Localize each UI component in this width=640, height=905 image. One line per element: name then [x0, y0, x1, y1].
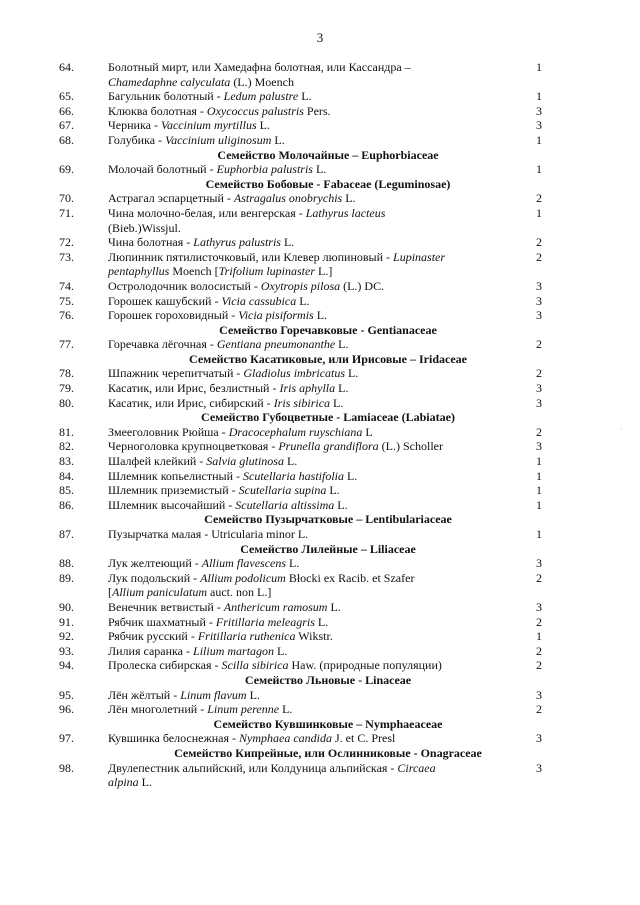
name-text: (L.) DC.: [340, 278, 385, 293]
latin-name: Fritillaria ruthenica: [197, 629, 296, 644]
name-text: Кувшинка белоснежная -: [108, 731, 240, 746]
entry-number: 88.: [59, 556, 74, 571]
family-heading: Семейство Пузырчатковые – Lentibulariaceae: [204, 512, 452, 527]
entry-number: 73.: [59, 249, 74, 264]
species-name: [108, 761, 448, 790]
latin-name: Lathyrus lacteus: [305, 205, 386, 220]
name-text: Чина болотная -: [108, 235, 194, 250]
family-heading: Семейство Молочайные – Euphorbiaceae: [217, 147, 439, 162]
status-category: 3: [536, 308, 542, 323]
species-name: [108, 118, 448, 133]
name-text: L.: [334, 497, 348, 512]
name-text: Люпинник пятилисточковый, или Клевер люпиновый -: [108, 249, 394, 264]
status-category: 1: [536, 60, 542, 74]
name-text: L.: [283, 454, 298, 469]
species-name: [108, 425, 448, 440]
name-text: Лук подольский -: [108, 570, 201, 585]
name-text: Горошек гороховидный -: [108, 308, 239, 323]
species-entry: [0, 469, 640, 484]
name-text: Черника -: [108, 118, 161, 133]
status-category: 3: [536, 599, 542, 614]
entry-number: 68.: [59, 132, 74, 147]
latin-name: Gentiana pneumonanthe: [216, 337, 336, 352]
name-text: (Bieb.)Wissjul.: [108, 220, 181, 235]
latin-name: Salvia glutinosa: [206, 454, 284, 469]
latin-name: Chamedaphne calyculata: [108, 74, 231, 89]
entry-number: 95.: [59, 687, 74, 702]
entry-number: 96.: [59, 702, 74, 717]
species-entry: [0, 498, 640, 513]
name-text: L.: [335, 337, 349, 352]
name-text: Багульник болотный -: [108, 89, 224, 104]
status-category: 2: [536, 570, 542, 585]
species-name: [108, 615, 448, 630]
species-entry: [0, 118, 640, 133]
species-name: [108, 454, 448, 469]
status-category: 1: [536, 162, 542, 177]
name-text: Moench [: [169, 264, 219, 279]
name-text: Черноголовка крупноцветковая -: [108, 439, 279, 454]
species-name: [108, 571, 448, 600]
status-category: 3: [536, 760, 542, 775]
entry-number: 85.: [59, 483, 74, 498]
species-entry: [0, 366, 640, 381]
entry-number: 65.: [59, 89, 74, 104]
status-category: 1: [536, 629, 542, 644]
name-text: Haw. (природные популяции): [288, 658, 442, 673]
name-text: Рябчик русский -: [108, 629, 198, 644]
name-text: L.: [298, 89, 312, 104]
entry-number: 92.: [59, 629, 74, 644]
status-category: 2: [536, 614, 542, 629]
entry-number: 89.: [59, 570, 74, 585]
page-number: 3: [316, 30, 324, 45]
latin-name: Nymphaea candida: [239, 731, 332, 746]
name-text: Остролодочник волосистый -: [108, 278, 261, 293]
entry-number: 84.: [59, 468, 74, 483]
species-entry: [0, 571, 640, 600]
family-heading: Семейство Касатиковые, или Ирисовые – Iridaceae: [189, 351, 467, 366]
entry-number: 93.: [59, 643, 74, 658]
name-text: Горошек кашубский -: [108, 293, 222, 308]
name-text: Шалфей клейкий -: [108, 454, 207, 469]
species-entry: [0, 294, 640, 309]
latin-name: Iris aphylla: [279, 381, 336, 396]
name-text: L.: [314, 614, 329, 629]
status-category: 3: [536, 395, 542, 410]
name-text: (L.) Scholler: [378, 439, 443, 454]
name-text: Змееголовник Рюйша -: [108, 424, 229, 439]
species-entry: [0, 337, 640, 352]
name-text: Рябчик шахматный -: [108, 614, 216, 629]
name-text: Болотный мирт, или Хамедафна болотная, или Кассандра –: [108, 60, 411, 74]
name-text: L.: [280, 235, 295, 250]
latin-name: Vaccinium myrtillus: [160, 118, 257, 133]
name-text: Клюква болотная -: [108, 103, 207, 118]
species-name: [108, 366, 448, 381]
species-entry: [0, 250, 640, 279]
entry-number: 82.: [59, 439, 74, 454]
entry-number: 81.: [59, 424, 74, 439]
latin-name: Lupinaster pentaphyllus: [108, 249, 446, 279]
species-entry: [0, 527, 640, 542]
family-heading: Семейство Горечавковые - Gentianaceae: [219, 322, 437, 337]
species-name: [108, 279, 448, 294]
name-text: Лук желтеющий -: [108, 556, 202, 571]
family-heading: Семейство Кувшинковые – Nymphaeaceae: [213, 716, 443, 731]
entry-number: 83.: [59, 454, 74, 469]
species-entry: [0, 381, 640, 396]
entry-number: 71.: [59, 205, 74, 220]
status-category: 1: [536, 483, 542, 498]
latin-name: Lathyrus palustris: [193, 235, 281, 250]
name-text: Лён жёлтый -: [108, 687, 181, 702]
entry-number: 69.: [59, 162, 74, 177]
name-text: Пузырчатка малая - Utricularia minor L.: [108, 527, 309, 541]
entry-number: 94.: [59, 658, 74, 673]
latin-name: Oxytropis pilosa: [260, 278, 341, 293]
name-text: Касатик, или Ирис, безлистный -: [108, 381, 280, 396]
species-entry: [0, 702, 640, 717]
status-category: 2: [536, 658, 542, 673]
family-heading: Семейство Губоцветные - Lamiaceae (Labiatae): [201, 410, 455, 425]
species-name: [108, 439, 448, 454]
species-entry: [0, 454, 640, 469]
latin-name: Dracocephalum ruyschiana: [228, 424, 363, 439]
latin-name: Gladiolus imbricatus: [243, 366, 346, 381]
species-list: [0, 60, 640, 790]
name-text: Шпажник черепитчатый -: [108, 366, 244, 381]
species-name: [108, 206, 448, 235]
species-name: [108, 702, 448, 717]
latin-name: Oxycoccus palustris: [206, 103, 304, 118]
name-text: Лён многолетний -: [108, 702, 208, 717]
entry-number: 75.: [59, 293, 74, 308]
name-text: Голубика -: [108, 132, 166, 147]
latin-name: Linum perenne: [207, 702, 280, 717]
entry-number: 78.: [59, 366, 74, 381]
scan-speck: ·: [620, 425, 623, 434]
status-category: 1: [536, 468, 542, 483]
entry-number: 98.: [59, 760, 74, 775]
name-text: L.: [271, 132, 285, 147]
status-category: 2: [536, 424, 542, 439]
name-text: J. et C. Presl: [332, 731, 396, 746]
species-name: [108, 235, 448, 250]
species-name: [108, 629, 448, 644]
species-name: [108, 644, 448, 659]
status-category: 3: [536, 293, 542, 308]
name-text: Молочай болотный -: [108, 162, 217, 177]
species-name: [108, 483, 448, 498]
entry-number: 76.: [59, 308, 74, 323]
entry-number: 97.: [59, 731, 74, 746]
name-text: Венечник ветвистый -: [108, 599, 224, 614]
species-entry: [0, 644, 640, 659]
status-category: 1: [536, 527, 542, 541]
species-entry: [0, 191, 640, 206]
species-entry: [0, 615, 640, 630]
name-text: Чина молочно-белая, или венгерская -: [108, 205, 306, 220]
latin-name: Prunella grandiflora: [278, 439, 379, 454]
species-entry: [0, 235, 640, 250]
entry-number: 67.: [59, 118, 74, 133]
latin-name: Linum flavum: [180, 687, 247, 702]
name-text: Касатик, или Ирис, сибирский -: [108, 395, 274, 410]
species-name: [108, 104, 448, 119]
status-category: 1: [536, 205, 542, 220]
latin-name: Scutellaria hastifolia: [243, 468, 345, 483]
name-text: L.: [335, 381, 349, 396]
entry-number: 90.: [59, 599, 74, 614]
name-text: L: [362, 424, 373, 439]
latin-name: Scutellaria altissima: [235, 497, 335, 512]
species-name: [108, 89, 448, 104]
status-category: 2: [536, 249, 542, 264]
species-entry: [0, 104, 640, 119]
status-category: 3: [536, 687, 542, 702]
name-text: L.: [274, 643, 288, 658]
species-name: [108, 688, 448, 703]
latin-name: Circaea alpina: [108, 760, 436, 790]
species-entry: [0, 396, 640, 411]
status-category: 3: [536, 118, 542, 133]
entry-number: 64.: [59, 60, 74, 74]
species-entry: [0, 162, 640, 177]
name-text: Горечавка лёгочная -: [108, 337, 217, 352]
species-entry: [0, 658, 640, 673]
latin-name: Allium flavescens: [201, 556, 287, 571]
name-text: (L.) Moench: [230, 74, 294, 89]
name-text: Шлемник копьелистный -: [108, 468, 244, 483]
species-name: [108, 294, 448, 309]
latin-name: Trifolium lupinaster: [218, 264, 316, 279]
status-category: 1: [536, 89, 542, 104]
name-text: L.: [246, 687, 260, 702]
entry-number: 87.: [59, 527, 74, 541]
status-category: 3: [536, 439, 542, 454]
species-entry: [0, 60, 640, 89]
species-name: [108, 381, 448, 396]
name-text: L.: [345, 366, 359, 381]
entry-number: 86.: [59, 497, 74, 512]
entry-number: 80.: [59, 395, 74, 410]
entry-number: 72.: [59, 235, 74, 250]
name-text: L.: [326, 483, 340, 498]
status-category: 3: [536, 381, 542, 396]
species-name: [108, 162, 448, 177]
species-name: [108, 469, 448, 484]
species-entry: [0, 761, 640, 790]
species-name: [108, 308, 448, 323]
entry-number: 70.: [59, 191, 74, 206]
name-text: Астрагал эспарцетный -: [108, 191, 234, 206]
name-text: L.: [330, 395, 344, 410]
name-text: L.: [342, 191, 356, 206]
species-entry: [0, 308, 640, 323]
latin-name: Anthericum ramosum: [223, 599, 328, 614]
name-text: L.: [313, 308, 328, 323]
species-name: [108, 396, 448, 411]
latin-name: Lilium martagon: [193, 643, 275, 658]
species-entry: [0, 206, 640, 235]
species-name: [108, 250, 448, 279]
latin-name: Scilla sibirica: [221, 658, 289, 673]
name-text: L.: [312, 162, 327, 177]
family-heading: Семейство Кипрейные, или Ослинниковые - Onagraceae: [174, 745, 482, 760]
name-text: L.: [256, 118, 270, 133]
species-name: [108, 337, 448, 352]
species-entry: [0, 556, 640, 571]
species-entry: [0, 600, 640, 615]
status-category: 1: [536, 132, 542, 147]
latin-name: Fritillaria meleagris: [215, 614, 315, 629]
species-name: [108, 191, 448, 206]
name-text: L.: [279, 702, 293, 717]
species-name: [108, 556, 448, 571]
status-category: 3: [536, 556, 542, 571]
status-category: 3: [536, 731, 542, 746]
name-text: L.: [138, 775, 153, 790]
entry-number: 91.: [59, 614, 74, 629]
status-category: 2: [536, 643, 542, 658]
species-name: [108, 600, 448, 615]
species-entry: [0, 89, 640, 104]
latin-name: Euphorbia palustris: [216, 162, 313, 177]
name-text: L.]: [315, 264, 333, 279]
name-text: Двулепестник альпийский, или Колдуница альпийская -: [108, 760, 398, 775]
latin-name: Ledum palustre: [223, 89, 299, 104]
name-text: Шлемник приземистый -: [108, 483, 239, 498]
latin-name: Scutellaria supina: [238, 483, 327, 498]
family-heading: Семейство Бобовые - Fabaceae (Leguminosae): [205, 176, 451, 191]
latin-name: Vicia pisiformis: [238, 308, 314, 323]
family-heading: Семейство Льновые - Linaceae: [244, 672, 412, 687]
name-text: Wikstr.: [295, 629, 333, 644]
status-category: 2: [536, 702, 542, 717]
name-text: L.: [286, 556, 300, 571]
species-entry: [0, 629, 640, 644]
entry-number: 79.: [59, 381, 74, 396]
latin-name: Vaccinium uliginosum: [165, 132, 272, 147]
name-text: auct. non L.]: [207, 585, 272, 600]
entry-number: 74.: [59, 278, 74, 293]
species-entry: [0, 731, 640, 746]
species-name: [108, 731, 448, 746]
latin-name: Allium paniculatum: [112, 585, 207, 600]
name-text: Pers.: [303, 103, 331, 118]
name-text: L.: [327, 599, 341, 614]
status-category: 1: [536, 497, 542, 512]
family-heading: Семейство Лилейные – Liliaceae: [240, 541, 416, 556]
name-text: Пролеска сибирская -: [108, 658, 222, 673]
latin-name: Iris sibirica: [273, 395, 331, 410]
species-name: [108, 133, 448, 148]
status-category: 3: [536, 278, 542, 293]
status-category: 2: [536, 235, 542, 250]
entry-number: 66.: [59, 103, 74, 118]
species-entry: [0, 483, 640, 498]
name-text: L.: [344, 468, 358, 483]
status-category: 2: [536, 191, 542, 206]
species-name: [108, 527, 448, 542]
name-text: Шлемник высочайший -: [108, 497, 236, 512]
species-name: [108, 658, 448, 673]
status-category: 3: [536, 103, 542, 118]
name-text: Błocki ex Racib. et Szafer [: [108, 570, 415, 600]
latin-name: Astragalus onobrychis: [233, 191, 343, 206]
species-entry: [0, 279, 640, 294]
species-entry: [0, 425, 640, 440]
name-text: Лилия саранка -: [108, 643, 194, 658]
species-entry: [0, 439, 640, 454]
entry-number: 77.: [59, 337, 74, 352]
species-entry: [0, 133, 640, 148]
status-category: 2: [536, 366, 542, 381]
name-text: L.: [296, 293, 310, 308]
status-category: 1: [536, 454, 542, 469]
species-name: [108, 60, 448, 89]
latin-name: Vicia cassubica: [221, 293, 297, 308]
species-entry: [0, 688, 640, 703]
status-category: 2: [536, 337, 542, 352]
latin-name: Allium podolicum: [200, 570, 286, 585]
species-name: [108, 498, 448, 513]
